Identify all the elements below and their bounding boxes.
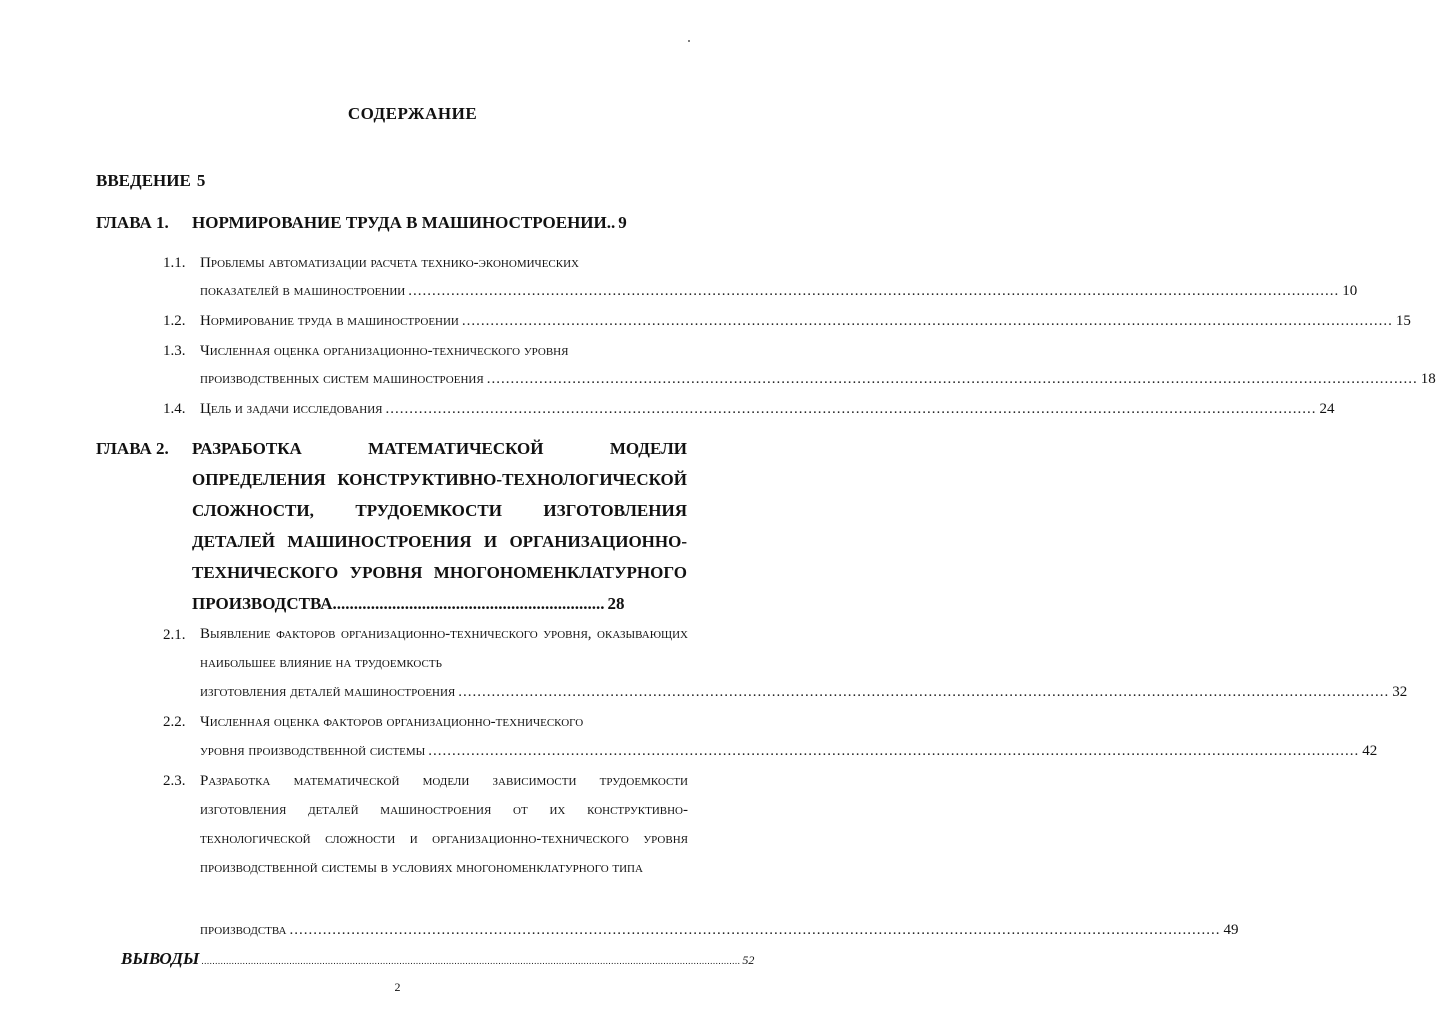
section-1-1-line2: показателей в машиностроении bbox=[200, 283, 406, 299]
section-1-2-title: Нормирование труда в машиностроении bbox=[200, 313, 459, 329]
dot-leader: .................................................................................................................................................................................................... bbox=[385, 401, 1317, 417]
page-title: СОДЕРЖАНИЕ bbox=[347, 104, 478, 123]
section-1-3-line2: производственных систем машиностроения bbox=[200, 371, 484, 387]
section-1-3-number: 1.3. bbox=[163, 343, 186, 359]
chapter-2-page: 28 bbox=[607, 594, 625, 613]
section-1-4-number: 1.4. bbox=[163, 401, 186, 417]
section-1-2-number: 1.2. bbox=[163, 313, 186, 329]
section-1-1-number: 1.1. bbox=[163, 255, 186, 271]
toc-entry-intro[interactable] bbox=[96, 171, 205, 191]
section-2-1-number: 2.1. bbox=[163, 627, 186, 643]
conclusion-label: ВЫВОДЫ bbox=[121, 949, 200, 968]
dot-leader: .................................................................................................................................................................................................... bbox=[428, 743, 1360, 759]
scan-speck bbox=[688, 40, 690, 42]
dot-leader: .................................................................................................................................................................................................... bbox=[289, 922, 1221, 938]
toc-entry-section-2-2[interactable] bbox=[200, 743, 1378, 760]
section-2-3-number: 2.3. bbox=[163, 773, 186, 789]
section-1-4-page: 24 bbox=[1319, 401, 1335, 417]
section-1-2-page: 15 bbox=[1395, 313, 1411, 329]
chapter-2-number: ГЛАВА 2. bbox=[96, 439, 169, 458]
dot-leader: .................................................................................................................................................................................................... bbox=[408, 283, 1340, 299]
section-2-3-page: 49 bbox=[1223, 922, 1239, 938]
intro-label: ВВЕДЕНИЕ bbox=[96, 171, 191, 190]
toc-entry-chapter-1[interactable] bbox=[192, 207, 687, 238]
toc-entry-section-2-1[interactable] bbox=[200, 684, 1408, 701]
chapter-1-page: 9 bbox=[618, 213, 627, 232]
section-2-2-number: 2.2. bbox=[163, 714, 186, 730]
chapter-2-title: РАЗРАБОТКА МАТЕМАТИЧЕСКОЙ МОДЕЛИ ОПРЕДЕЛЕНИЯ КОНСТРУКТИВНО-ТЕХНОЛОГИЧЕСКОЙ СЛОЖНОСТИ, ТРУДОЕМКОСТИ ИЗГОТОВЛЕНИЯ ДЕТАЛЕЙ МАШИНОСТРОЕНИЯ И ОРГАНИЗАЦИОННО-ТЕХНИЧЕСКОГО УРОВНЯ МНОГОНОМЕНКЛАТУРНОГО ПРОИЗВОДСТВА bbox=[192, 439, 687, 613]
toc-entry-section-1-2[interactable] bbox=[200, 313, 1411, 330]
toc-entry-section-2-3[interactable] bbox=[200, 922, 1239, 939]
section-1-1-page: 10 bbox=[1342, 283, 1358, 299]
toc-entry-section-1-3[interactable] bbox=[200, 371, 1436, 388]
section-2-2-page: 42 bbox=[1362, 743, 1378, 759]
section-2-2-last-line: уровня производственной системы bbox=[200, 743, 426, 759]
chapter-1-title: НОРМИРОВАНИЕ ТРУДА В МАШИНОСТРОЕНИИ.. bbox=[192, 213, 616, 232]
dot-leader: .................................................................................................................................................................................................... bbox=[461, 313, 1393, 329]
section-2-1-last-line: изготовления деталей машиностроения bbox=[200, 684, 456, 700]
chapter-1-number: ГЛАВА 1. bbox=[96, 213, 169, 232]
section-1-4-title: Цель и задачи исследования bbox=[200, 401, 383, 417]
toc-entry-section-1-4[interactable] bbox=[200, 401, 1335, 418]
section-1-3-page: 18 bbox=[1420, 371, 1436, 387]
toc-entry-chapter-2[interactable] bbox=[192, 433, 687, 619]
section-2-1-text: Выявление факторов организационно-технического уровня, оказывающих наибольшее влияние на трудоемкость bbox=[200, 626, 688, 671]
section-1-1-line1: Проблемы автоматизации расчета технико-экономических bbox=[200, 255, 579, 271]
toc-entry-section-1-1[interactable] bbox=[200, 283, 1358, 300]
conclusion-page: 52 bbox=[742, 953, 755, 967]
section-2-1-page: 32 bbox=[1392, 684, 1408, 700]
section-2-3-text: Разработка математической модели зависимости трудоемкости изготовления деталей машиностроения от их конструктивно-технологической сложности и организационно-технического уровня производственной системы в условиях многономенклатурного типа bbox=[200, 773, 688, 876]
section-1-3-line1: Численная оценка организационно-технического уровня bbox=[200, 343, 569, 359]
dot-leader: .................................................................................................................................................................................................... bbox=[458, 684, 1390, 700]
section-2-2-text: Численная оценка факторов организационно-технического bbox=[200, 714, 584, 730]
dot-leader: .................................................................................................................................................................................................... bbox=[486, 371, 1418, 387]
toc-entry-conclusion[interactable] bbox=[121, 949, 755, 969]
intro-page: 5 bbox=[196, 171, 206, 190]
chapter-2-dot-leader: ................................................................ bbox=[332, 594, 605, 613]
page-number: 2 bbox=[394, 980, 401, 994]
dot-leader: .................................................................................................................................................................................................... bbox=[201, 956, 741, 966]
section-2-3-last-line: производства bbox=[200, 922, 287, 938]
